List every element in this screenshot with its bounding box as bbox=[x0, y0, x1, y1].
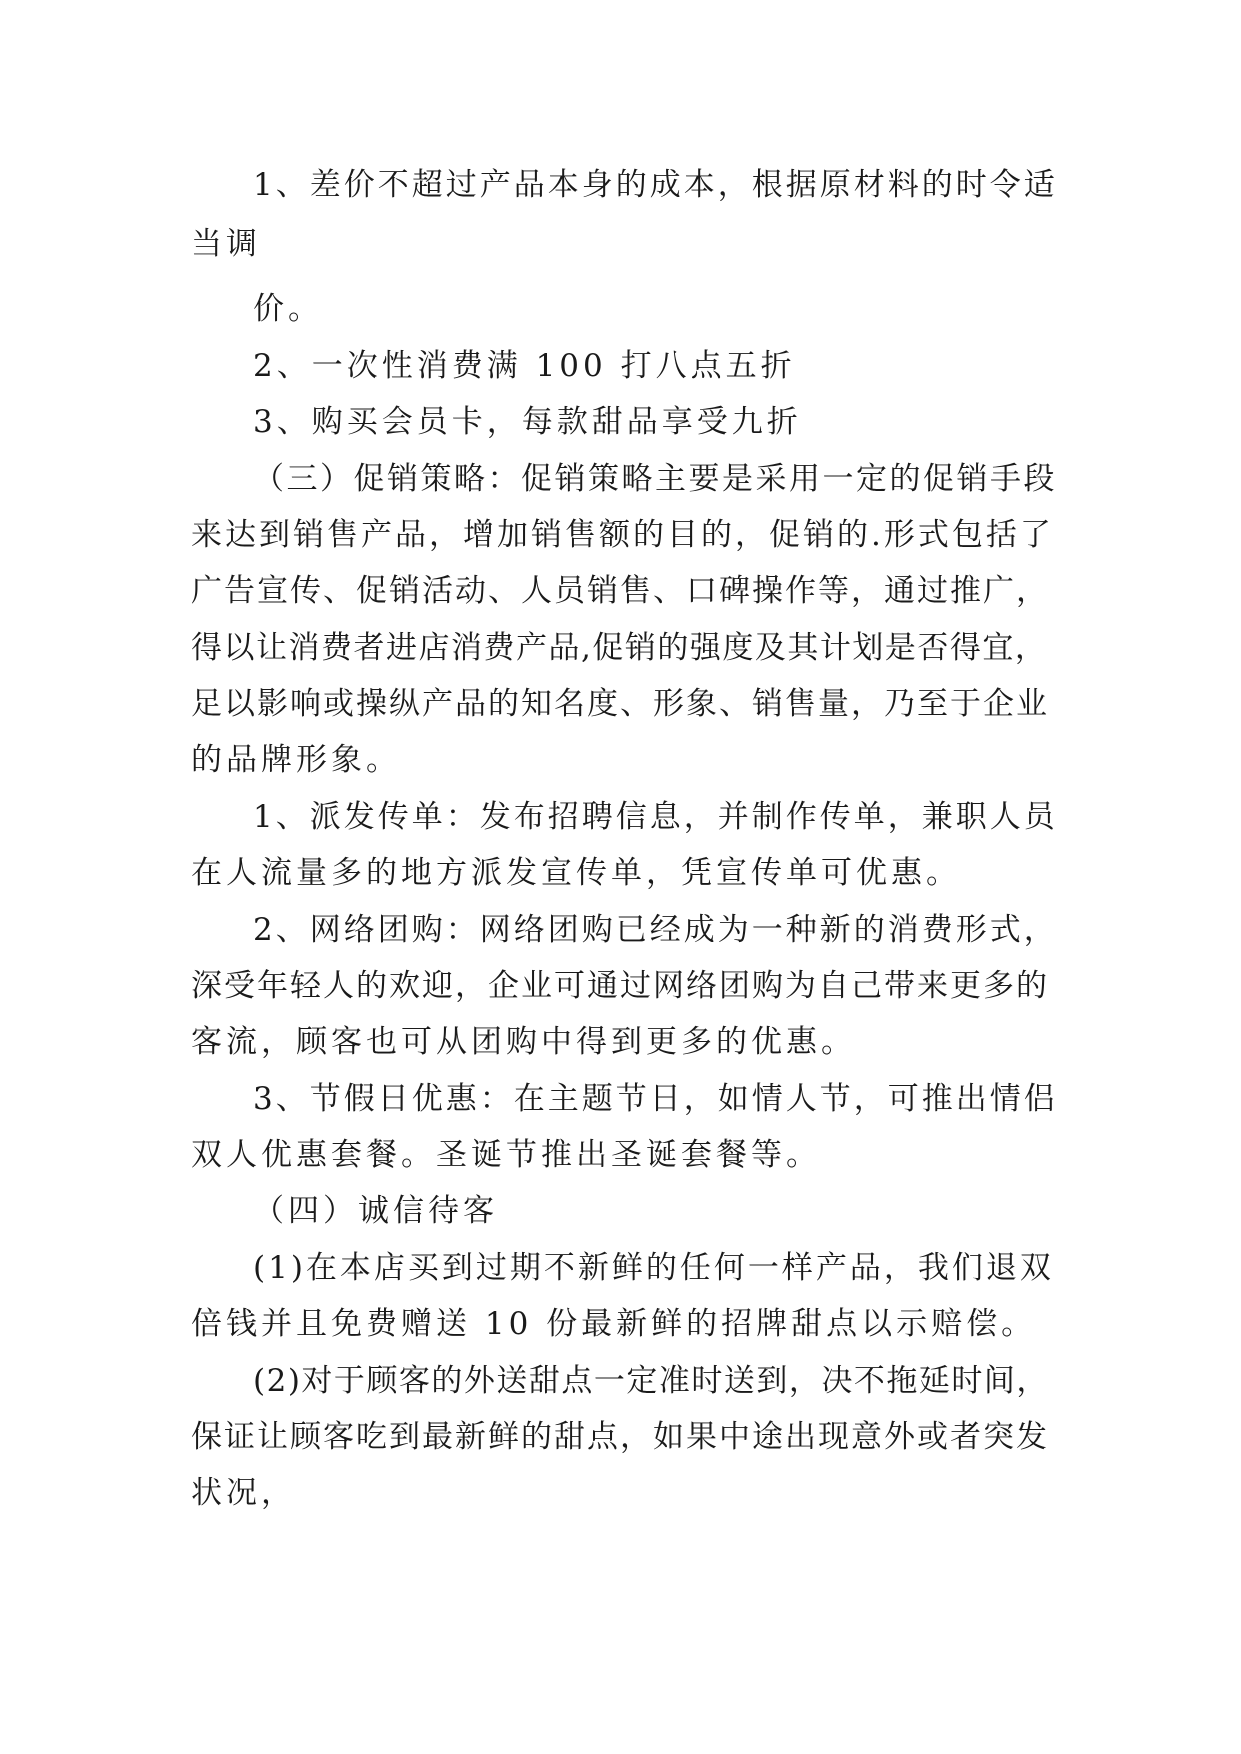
paragraph-line: 在人流量多的地方派发宣传单，凭宣传单可优惠。 bbox=[191, 855, 961, 891]
paragraph-line: (1)在本店买到过期不新鲜的任何一样产品，我们退双 bbox=[253, 1250, 1054, 1286]
paragraph-line: 得以让消费者进店消费产品,促销的强度及其计划是否得宜， bbox=[191, 630, 1048, 666]
paragraph-line: 当调 bbox=[191, 226, 261, 262]
paragraph-line: 2、网络团购：网络团购已经成为一种新的消费形式， bbox=[253, 912, 1058, 948]
paragraph-line: (2)对于顾客的外送甜点一定准时送到，决不拖延时间， bbox=[253, 1363, 1049, 1399]
paragraph-line: 深受年轻人的欢迎，企业可通过网络团购为自己带来更多的 bbox=[191, 968, 1049, 1004]
paragraph-line: 1、差价不超过产品本身的成本，根据原材料的时令适 bbox=[253, 167, 1058, 203]
paragraph-line: 价。 bbox=[253, 291, 323, 327]
paragraph-line: 来达到销售产品，增加销售额的目的，促销的.形式包括了 bbox=[191, 517, 1054, 553]
paragraph-line: 状况， bbox=[191, 1475, 296, 1511]
paragraph-line: 3、节假日优惠：在主题节日，如情人节，可推出情侣 bbox=[253, 1081, 1058, 1117]
paragraph-line: 广告宣传、促销活动、人员销售、口碑操作等，通过推广， bbox=[191, 573, 1049, 609]
paragraph-line: 倍钱并且免费赠送 10 份最新鲜的招牌甜点以示赔偿。 bbox=[191, 1306, 1037, 1342]
paragraph-line: 3、购买会员卡，每款甜品享受九折 bbox=[253, 404, 802, 440]
paragraph-line: 足以影响或操纵产品的知名度、形象、销售量，乃至于企业 bbox=[191, 686, 1049, 722]
paragraph-line: 保证让顾客吃到最新鲜的甜点，如果中途出现意外或者突发 bbox=[191, 1419, 1049, 1455]
paragraph-line: 双人优惠套餐。圣诞节推出圣诞套餐等。 bbox=[191, 1137, 821, 1173]
section-heading: （四）诚信待客 bbox=[253, 1193, 498, 1229]
paragraph-line: 的品牌形象。 bbox=[191, 742, 401, 778]
section-heading: （三）促销策略：促销策略主要是采用一定的促销手段 bbox=[253, 461, 1057, 497]
paragraph-line: 客流，顾客也可从团购中得到更多的优惠。 bbox=[191, 1024, 856, 1060]
paragraph-line: 1、派发传单：发布招聘信息，并制作传单，兼职人员 bbox=[253, 799, 1058, 835]
paragraph-line: 2、一次性消费满 100 打八点五折 bbox=[253, 348, 796, 384]
